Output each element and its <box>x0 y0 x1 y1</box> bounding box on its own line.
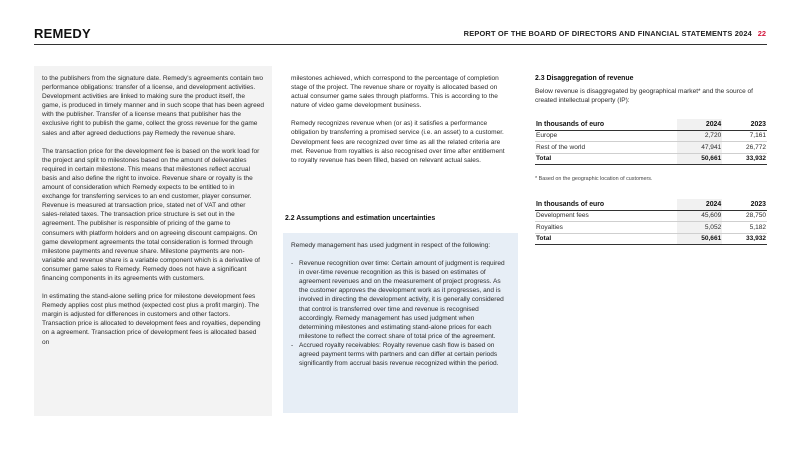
paragraph: The transaction price for the development fee is based on the work load for the project and split to milestones based on the amount of deliverables required in certain milestone. This means that milestones reflect accrual basis and also define the right to invoice. Revenue share or royalty is the amount of consideration which Remedy expects to be entitled to in exchange for transferring services to an end customer, player consumer. Revenue is measured at transaction price, stated net of VAT and other sales-related taxes. The transaction price structure is set out in the agreement. The publisher is responsible of pricing of the game to consumers with platform holders and on agreeing discount campaigns. On game development agreements the total consideration is formed through milestone payments and revenue share. Milestone payments are non-variable and revenue share is a variable component which is a derivative of consumer game sales to Remedy. Remedy does not have a significant financing components in its agreements with customers. <box>42 147 260 282</box>
table-header-cell: In thousands of euro <box>535 119 677 130</box>
middle-text-column <box>283 66 518 174</box>
table-cell: 5,052 <box>677 222 722 234</box>
page-header <box>0 0 800 45</box>
table-header-cell: 2024 <box>677 199 722 210</box>
section-heading-assumptions: 2.2 Assumptions and estimation uncertainties <box>285 215 436 222</box>
paragraph: to the publishers from the signature date. Remedy's agreements contain two performance obligations: transfer of a license, and development activities. Development activities are linked to making sure the product itself, the game, is produced in timely manner and in such scope that has been agreed with the publisher. Transfer of a license means that publisher has the exclusive right to publish the game, collect the gross revenue for the game sales and after agreed deductions pay Remedy the revenue share. <box>42 75 265 137</box>
table-cell: 33,932 <box>722 153 767 165</box>
table-footnote: * Based on the geographic location of customers. <box>535 176 653 182</box>
section-intro: Below revenue is disaggregated by geographical market* and the source of created intellectual property (IP): <box>535 88 754 105</box>
table-cell: 2,720 <box>677 130 722 142</box>
report-title: REPORT OF THE BOARD OF DIRECTORS AND FINANCIAL STATEMENTS 2024 <box>463 29 752 38</box>
list-item: - Revenue recognition over time: Certain amount of judgment is required in over-time revenue recognition as this is based on estimates of agreement revenues and on the measurement of project progress. As the customer approves the development work as it progresses, and is involved in directing the development activity, it is generally considered that control is transferred over time and revenue is recognised accordingly. Remedy management has used judgment when determining milestones and estimating stand-alone prices for each milestone to reflect the correct share of total price of the agreement. <box>291 259 510 341</box>
remedy-logo: REMEDY <box>34 26 91 41</box>
left-text-column <box>34 66 272 416</box>
table-header-row <box>535 119 767 130</box>
table-cell: 33,932 <box>722 233 767 245</box>
table-row <box>535 142 767 154</box>
table-row <box>535 222 767 234</box>
table-cell: 5,182 <box>722 222 767 234</box>
page-number: 22 <box>757 29 766 38</box>
table-row <box>535 210 767 222</box>
table-cell: Rest of the world <box>535 142 677 154</box>
table-cell: 7,161 <box>722 130 767 142</box>
table-cell: 50,661 <box>677 233 722 245</box>
section-heading-disaggregation: 2.3 Disaggregation of revenue <box>535 75 634 82</box>
table-cell: 28,750 <box>722 210 767 222</box>
judgment-box <box>283 233 518 413</box>
paragraph: In estimating the stand-alone selling price for milestone development fees Remedy applies cost plus method (expected cost plus a profit margin). The margin is adjusted for differences in customers and other factors. Transaction price is allocated to development fees and royalties, depending on a agreement. Transaction price of development fees is allocated based on <box>42 293 261 346</box>
table-header-cell: 2024 <box>677 119 722 130</box>
table-cell: 50,661 <box>677 153 722 165</box>
table-header-row <box>535 199 767 210</box>
revenue-section <box>535 74 767 105</box>
table-header-cell: 2023 <box>722 199 767 210</box>
box-intro: Remedy management has used judgment in respect of the following: <box>291 242 491 249</box>
table-cell: Total <box>535 233 677 245</box>
table-cell: 45,609 <box>677 210 722 222</box>
table-total-row <box>535 233 767 245</box>
paragraph: Remedy recognizes revenue when (or as) it satisfies a performance obligation by transferring a promised service (i.e. an asset) to a customer. Development fees are recognized over time as all the related criteria are met. Revenue from royalties is also recognised over time after entitlement to royalty revenue has been filled, based on relevant actual sales. <box>291 120 505 164</box>
table-row <box>535 130 767 142</box>
table-cell: Total <box>535 153 677 165</box>
table-total-row <box>535 153 767 165</box>
table-cell: 26,772 <box>722 142 767 154</box>
table-cell: Europe <box>535 130 677 142</box>
list-item: - Accrued royalty receivables: Royalty revenue cash flow is based on agreed payment terms with partners and can differ at certain periods significantly from accrual basis revenue recognized within the period. <box>291 341 510 368</box>
judgment-list <box>291 259 510 368</box>
table-header-cell: In thousands of euro <box>535 199 677 210</box>
revenue-by-geography-table <box>535 119 767 165</box>
table-cell: Royalties <box>535 222 677 234</box>
revenue-by-source-table <box>535 199 767 245</box>
header-divider <box>34 44 767 45</box>
table-cell: Development fees <box>535 210 677 222</box>
table-cell: 47,941 <box>677 142 722 154</box>
table-header-cell: 2023 <box>722 119 767 130</box>
paragraph: milestones achieved, which correspond to the percentage of completion stage of the project. The revenue share or royalty is allocated based on actual consumer game sales through platforms. This is according to the nature of video game development business. <box>291 75 499 110</box>
